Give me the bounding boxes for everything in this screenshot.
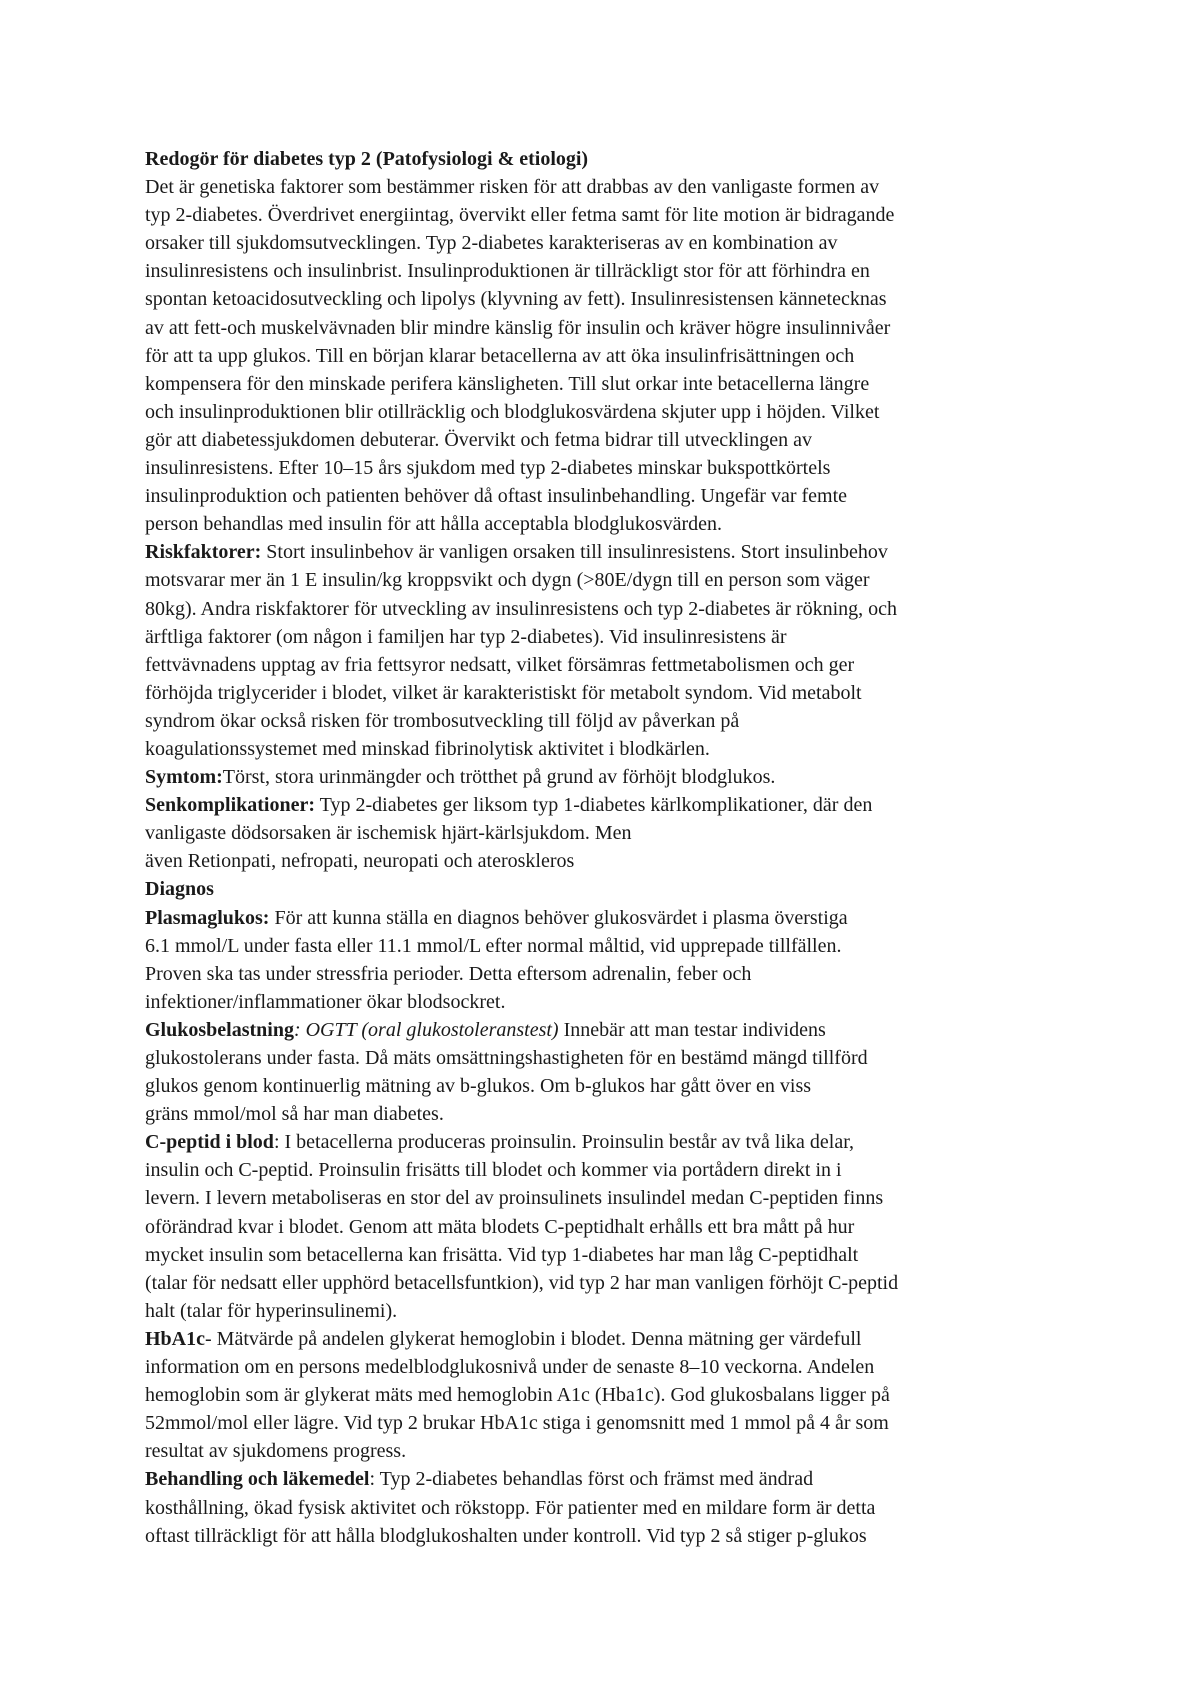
document-body: [145, 145, 1105, 1550]
text-line: [145, 960, 1105, 988]
text-line: [145, 1128, 1105, 1156]
heading-run: Redogör för diabetes typ 2 (Patofysiologi & etiologi): [145, 148, 589, 170]
text-line: [145, 426, 1105, 454]
text-run: koagulationssystemet med minskad fibrinolytisk aktivitet i blodkärlen.: [145, 737, 710, 760]
text-line: [145, 623, 1105, 651]
text-line: [145, 707, 1105, 735]
text-line: [145, 342, 1105, 370]
text-run: insulin och C-peptid. Proinsulin frisätts till blodet och kommer via portådern direkt in i: [145, 1159, 842, 1182]
text-run: - Mätvärde på andelen glykerat hemoglobin i blodet. Denna mätning ger värdefull: [205, 1327, 862, 1350]
text-run: (talar för nedsatt eller upphörd betacellsfuntkion), vid typ 2 har man vanligen förhöjt C-peptid: [145, 1271, 899, 1294]
text-line: [145, 763, 1105, 791]
text-line: [145, 1297, 1105, 1325]
text-line: [145, 1213, 1105, 1241]
text-run: 80kg). Andra riskfaktorer för utveckling av insulinresistens och typ 2-diabetes är rökning, och: [145, 597, 898, 620]
text-run: fettvävnadens upptag av fria fettsyror nedsatt, vilket försämras fettmetabolismen och ger: [145, 653, 855, 676]
text-line: [145, 145, 1105, 173]
text-line: [145, 285, 1105, 313]
text-run: spontan ketoacidosutveckling och lipolys (klyvning av fett). Insulinresistensen kännetecknas: [145, 288, 887, 311]
text-run: vanligaste dödsorsaken är ischemisk hjärt-kärlsjukdom. Men: [145, 822, 632, 845]
text-run: även Retionpati, nefropati, neuropati och ateroskleros: [145, 850, 575, 873]
text-line: [145, 1044, 1105, 1072]
text-line: [145, 1325, 1105, 1353]
text-line: [145, 1494, 1105, 1522]
text-run: syndrom ökar också risken för trombosutveckling till följd av påverkan på: [145, 709, 740, 732]
text-run: mycket insulin som betacellerna kan frisätta. Vid typ 1-diabetes har man låg C-peptidhalt: [145, 1243, 859, 1266]
text-run: förhöjda triglycerider i blodet, vilket är karakteristiskt för metabolt syndom. Vid metabolt: [145, 681, 862, 704]
text-run: resultat av sjukdomens progress.: [145, 1440, 407, 1463]
text-run: oförändrad kvar i blodet. Genom att mäta blodets C-peptidhalt erhålls ett bra mått på hur: [145, 1215, 855, 1238]
text-line: [145, 1437, 1105, 1465]
heading-run: Riskfaktorer:: [145, 541, 262, 564]
heading-run: Glukosbelastning: [145, 1018, 294, 1041]
text-run: halt (talar för hyperinsulinemi).: [145, 1299, 398, 1322]
text-run: för att ta upp glukos. Till en början klarar betacellerna av att öka insulinfrisättningen och: [145, 344, 855, 367]
text-line: [145, 1184, 1105, 1212]
text-line: [145, 847, 1105, 875]
text-run: : Typ 2-diabetes behandlas först och främst med ändrad: [369, 1468, 814, 1491]
text-run: glukostolerans under fasta. Då mäts omsättningshastigheten för en bestämd mängd tillförd: [145, 1047, 868, 1069]
text-run: Typ 2-diabetes ger liksom typ 1-diabetes kärlkomplikationer, där den: [315, 794, 873, 817]
text-line: [145, 932, 1105, 960]
text-line: [145, 988, 1105, 1016]
text-line: [145, 1016, 1105, 1044]
text-run: orsaker till sjukdomsutvecklingen. Typ 2-diabetes karakteriseras av en kombination av: [145, 232, 838, 255]
text-line: [145, 566, 1105, 594]
text-line: [145, 1269, 1105, 1297]
text-line: [145, 651, 1105, 679]
text-run: insulinresistens och insulinbrist. Insulinproduktionen är tillräckligt stor för att förhindra en: [145, 260, 870, 283]
text-run: För att kunna ställa en diagnos behöver glukosvärdet i plasma överstiga: [269, 906, 848, 929]
text-line: [145, 679, 1105, 707]
text-run: : I betacellerna produceras proinsulin. Proinsulin består av två lika delar,: [273, 1131, 855, 1154]
text-run: 6.1 mmol/L under fasta eller 11.1 mmol/L efter normal måltid, vid upprepade tillfällen.: [145, 934, 842, 957]
text-line: [145, 1381, 1105, 1409]
text-run: gör att diabetessjukdomen debuterar. Övervikt och fetma bidrar till utvecklingen av: [145, 428, 813, 451]
text-line: [145, 1156, 1105, 1184]
text-line: [145, 735, 1105, 763]
heading-run: C-peptid i blod: [145, 1131, 274, 1154]
text-line: [145, 454, 1105, 482]
text-line: [145, 538, 1105, 566]
text-line: [145, 257, 1105, 285]
text-run: ärftliga faktorer (om någon i familjen har typ 2-diabetes). Vid insulinresistens är: [145, 625, 787, 648]
text-line: [145, 904, 1105, 932]
text-line: [145, 1465, 1105, 1493]
text-line: [145, 1072, 1105, 1100]
text-run: Stort insulinbehov är vanligen orsaken till insulinresistens. Stort insulinbehov: [261, 541, 888, 564]
text-line: [145, 201, 1105, 229]
text-line: [145, 510, 1105, 538]
text-line: [145, 819, 1105, 847]
text-line: [145, 1353, 1105, 1381]
heading-run: Behandling och läkemedel: [145, 1468, 370, 1491]
text-run: Innebär att man testar individens: [558, 1018, 826, 1041]
heading-run: Senkomplikationer:: [145, 794, 316, 817]
text-run: typ 2-diabetes. Överdrivet energiintag, övervikt eller fetma samt för lite motion är bidragande: [145, 204, 895, 227]
text-line: [145, 791, 1105, 819]
heading-run: Plasmaglukos:: [145, 906, 270, 929]
text-run: gräns mmol/mol så har man diabetes.: [145, 1103, 444, 1126]
italic-run: : OGTT (oral glukostoleranstest): [293, 1018, 559, 1041]
text-line: [145, 595, 1105, 623]
heading-run: HbA1c: [145, 1327, 205, 1350]
text-run: information om en persons medelblodglukosnivå under de senaste 8–10 veckorna. Andelen: [145, 1356, 875, 1379]
text-run: oftast tillräckligt för att hålla blodglukoshalten under kontroll. Vid typ 2 så stiger p-glukos: [145, 1524, 867, 1547]
text-run: av att fett-och muskelvävnaden blir mindre känslig för insulin och kräver högre insulinnivåer: [145, 316, 891, 339]
text-run: kompensera för den minskade perifera känsligheten. Till slut orkar inte betacellerna längre: [145, 372, 870, 395]
text-line: [145, 173, 1105, 201]
text-run: motsvarar mer än 1 E insulin/kg kroppsvikt och dygn (>80E/dygn till en person som väger: [145, 569, 870, 592]
text-run: Proven ska tas under stressfria perioder. Detta eftersom adrenalin, feber och: [145, 962, 752, 985]
heading-run: Diagnos: [145, 878, 214, 901]
text-run: hemoglobin som är glykerat mäts med hemoglobin A1c (Hba1c). God glukosbalans ligger på: [145, 1384, 890, 1407]
text-run: glukos genom kontinuerlig mätning av b-glukos. Om b-glukos har gått över en viss: [145, 1075, 812, 1098]
text-run: kosthållning, ökad fysisk aktivitet och rökstopp. För patienter med en mildare form är detta: [145, 1496, 876, 1519]
text-line: [145, 1522, 1105, 1550]
text-run: Det är genetiska faktorer som bestämmer risken för att drabbas av den vanligaste formen av: [145, 176, 880, 199]
text-line: [145, 1409, 1105, 1437]
text-line: [145, 875, 1105, 903]
text-run: levern. I levern metaboliseras en stor del av proinsulinets insulindel medan C-peptiden finns: [145, 1187, 884, 1210]
text-run: infektioner/inflammationer ökar blodsockret.: [145, 990, 506, 1013]
text-line: [145, 1241, 1105, 1269]
text-line: [145, 398, 1105, 426]
text-run: Törst, stora urinmängder och trötthet på grund av förhöjt blodglukos.: [222, 766, 776, 789]
text-run: 52mmol/mol eller lägre. Vid typ 2 brukar HbA1c stiga i genomsnitt med 1 mmol på 4 år som: [145, 1412, 889, 1435]
text-line: [145, 482, 1105, 510]
text-run: person behandlas med insulin för att hålla acceptabla blodglukosvärden.: [145, 513, 723, 536]
text-line: [145, 314, 1105, 342]
text-run: insulinresistens. Efter 10–15 års sjukdom med typ 2-diabetes minskar bukspottkörtels: [145, 457, 831, 480]
heading-run: Symtom:: [145, 766, 223, 789]
text-line: [145, 1100, 1105, 1128]
text-line: [145, 370, 1105, 398]
text-run: och insulinproduktionen blir otillräcklig och blodglukosvärdena skjuter upp i höjden. Vilket: [145, 400, 880, 423]
text-line: [145, 229, 1105, 257]
text-run: insulinproduktion och patienten behöver då oftast insulinbehandling. Ungefär var femte: [145, 485, 848, 508]
